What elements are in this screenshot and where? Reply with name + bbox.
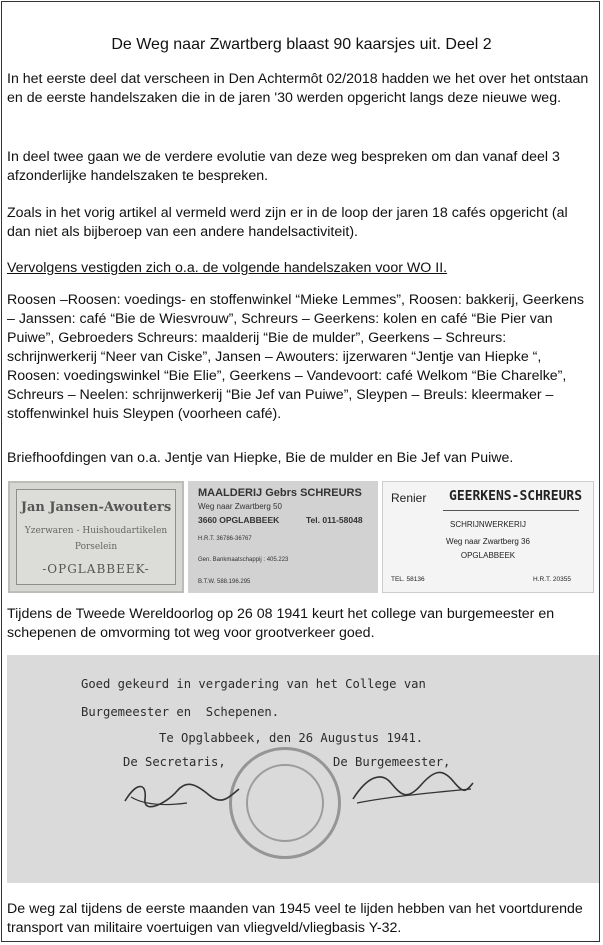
approval-document-image (7, 655, 599, 883)
letterhead-jansen-porcelain: Porselein (74, 542, 118, 552)
paragraph-1945: De weg zal tijdens de eerste maanden van 1945 veel te lijden hebben van het voortdurende transport van militaire voertuigen van vliegveld/vliegbasis Y-32. (7, 901, 583, 936)
document-line-college: Burgemeester en Schepenen. (81, 705, 280, 719)
section-heading: Vervolgens vestigden zich o.a. de volgende handelszaken voor WO II. (7, 260, 448, 276)
letterhead-geerkens-rule (443, 510, 579, 511)
letterhead-schreurs-name: MAALDERIJ Gebrs SCHREURS (198, 487, 362, 499)
document-line-secretary: De Secretaris, (123, 755, 226, 769)
letterhead-jansen-city: -OPGLABBEEK- (42, 562, 150, 576)
document-line-approved: Goed gekeurd in vergadering van het College van (81, 677, 426, 691)
secretary-signature (117, 773, 247, 813)
letterhead-geerkens-trade: SCHRIJNWERKERIJ (449, 520, 526, 529)
letterhead-jansen-name: Jan Jansen-Awouters (20, 500, 172, 515)
letterhead-jansen-trade: Yzerwaren - Huishoudartikelen (24, 526, 168, 536)
paragraph-cafes: Zoals in het vorig artikel al vermeld werd zijn er in de loop der jaren 18 cafés opgericht (al dan niet als bijberoep van een andere handelsactiviteit). (7, 205, 568, 240)
letterhead-geerkens-image (382, 481, 594, 593)
document-line-mayor: De Burgemeester, (333, 755, 451, 769)
letterhead-jansen-border (16, 489, 176, 585)
mayor-signature (347, 763, 477, 809)
paragraph-intro: In het eerste deel dat verscheen in Den Achtermôt 02/2018 hadden we het over het ontstaan en de eerste handelszaken die in de jaren '30 werden opgericht langs deze nieuwe weg. (7, 71, 589, 106)
letterhead-schreurs-btw: B.T.W. 588.196.295 (198, 579, 251, 585)
paragraph-wartime: Tijdens de Tweede Wereldoorlog op 26 08 1941 keurt het college van burgemeester en schepenen de omvorming tot weg voor grootverkeer goed. (7, 606, 555, 641)
paragraph-part-two: In deel twee gaan we de verdere evolutie van deze weg bespreken om dan vanaf deel 3 afzonderlijke handelszaken te bespreken. (7, 149, 560, 184)
letterhead-geerkens-hrt: H.R.T. 20355 (533, 576, 571, 583)
letterhead-schreurs-city: 3660 OPGLABBEEK (198, 515, 280, 525)
letterhead-schreurs-address: Weg naar Zwartberg 50 (198, 502, 282, 511)
page-title: De Weg naar Zwartberg blaast 90 kaarsjes uit. Deel 2 (111, 36, 492, 53)
letterhead-schreurs-bank: Gen. Bankmaatschappij : 405.223 (198, 557, 289, 563)
letterhead-geerkens-name: GEERKENS-SCHREURS (449, 489, 583, 504)
letterhead-geerkens-firstname: Renier (391, 491, 427, 505)
letterhead-geerkens-address: Weg naar Zwartberg 36 (446, 537, 530, 546)
letterhead-schreurs-hrt: H.R.T. 36786-36767 (198, 536, 252, 542)
document-line-date: Te Opglabbeek, den 26 Augustus 1941. (159, 731, 424, 745)
letterhead-schreurs-image (188, 481, 378, 593)
paragraph-businesses: Roosen –Roosen: voedings- en stoffenwinkel “Mieke Lemmes”, Roosen: bakkerij, Geerkens – Janssen: café “Bie de Wiesvrouw”, Schreurs – Geerkens: kolen en café “Bie Pier van Puiwe”, Gebroeders Schreurs: maalderij “Bie de mulder”, Geerkens – Schreurs: schrijnwerkerij “Neer van Ciske”, Jansen – Awouters: ijzerwaren “Jentje van Hiepke “, Roosen: voedingswinkel “Bie Elie”, Geerkens – Vandevoort: café Welkom “Bie Charelke”, Schreurs – Neelen: schrijnwerkerij “Bie Jef van Puiwe”, Sleypen – Breuls: kleermaker – stoffenwinkel huis Sleypen (voorheen café). (7, 292, 584, 422)
letterhead-geerkens-city: OPGLABBEEK (460, 551, 516, 560)
paragraph-letterheads-caption: Briefhoofdingen van o.a. Jentje van Hiepke, Bie de mulder en Bie Jef van Puiwe. (7, 450, 514, 466)
letterhead-geerkens-tel: TEL. 58136 (391, 576, 425, 583)
letterhead-jansen-image (8, 481, 184, 593)
letterhead-schreurs-tel: Tel. 011-58048 (306, 515, 363, 525)
